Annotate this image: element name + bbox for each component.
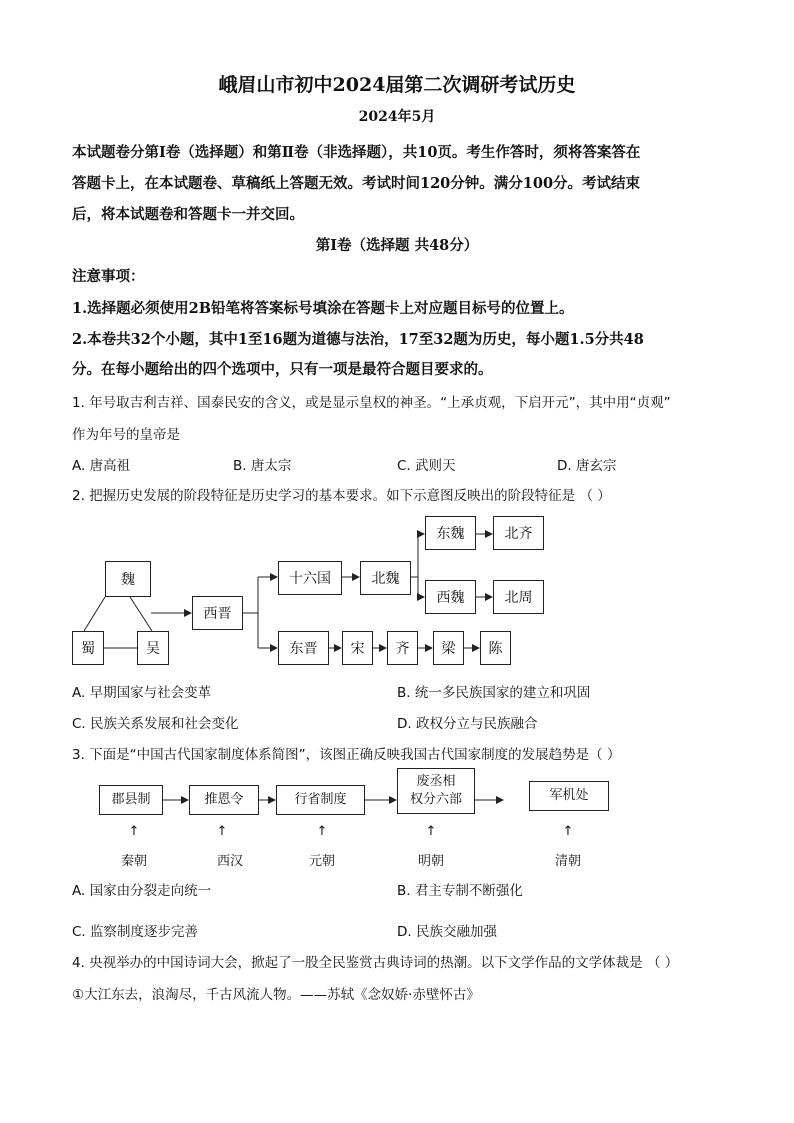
q1-stem-line-2: 作为年号的皇帝是 xyxy=(72,427,180,443)
q1-stem-line-1: 1. 年号取吉利吉祥、国泰民安的含义，或是显示皇权的神圣。“上承贞观，下启开元”，其中用“贞观” xyxy=(72,395,671,411)
node-dongwei: 东魏 xyxy=(425,516,476,550)
node-beiwei: 北魏 xyxy=(360,561,411,595)
intro-line-2: 答题卡上，在本试题卷、草稿纸上答题无效。考试时间120分钟。满分100分。考试结束 xyxy=(72,175,641,192)
node-wu: 吴 xyxy=(137,631,169,665)
q3-option-a: A. 国家由分裂走向统一 xyxy=(72,883,212,899)
node-xiwei: 西魏 xyxy=(425,580,476,614)
exam-date: 2024年5月 xyxy=(358,109,436,125)
q2-option-a: A. 早期国家与社会变革 xyxy=(72,685,212,701)
node-xijin: 西晋 xyxy=(192,596,243,630)
intro-line-1: 本试题卷分第Ⅰ卷（选择题）和第Ⅱ卷（非选择题），共10页。考生作答时，须将答案答在 xyxy=(72,144,641,161)
node-dongjin: 东晋 xyxy=(278,631,329,665)
system-box-feichengxiang xyxy=(397,768,475,814)
node-qi: 齐 xyxy=(387,631,418,665)
q3-option-d: D. 民族交融加强 xyxy=(397,924,497,940)
node-shiliuguo: 十六国 xyxy=(278,561,342,595)
q2-stem: 2. 把握历史发展的阶段特征是历史学习的基本要求。如下示意图反映出的阶段特征是 （ ） xyxy=(72,488,611,504)
node-shu: 蜀 xyxy=(72,631,104,665)
node-song: 宋 xyxy=(342,631,373,665)
q3-stem: 3. 下面是“中国古代国家制度体系简图”，该图正确反映我国古代国家制度的发展趋势是（ ） xyxy=(72,747,621,763)
system-box-junxian: 郡县制 xyxy=(99,785,163,815)
system-box-junjichu: 军机处 xyxy=(529,781,609,811)
q1-option-a: A. 唐高祖 xyxy=(72,458,131,474)
dynasty-label-yuan: 元朝 xyxy=(308,854,336,869)
page-title: 峨眉山市初中2024届第二次调研考试历史 xyxy=(218,74,576,96)
section-title: 第Ⅰ卷（选择题 共48分） xyxy=(315,237,479,254)
q1-option-c: C. 武则天 xyxy=(397,458,456,474)
notes-title: 注意事项： xyxy=(72,268,145,285)
system-box-feichengxiang-line-2: 权分六部 xyxy=(409,792,462,807)
note-2-line-2: 分。在每小题给出的四个选项中，只有一项是最符合题目要求的。 xyxy=(72,361,493,378)
up-arrow-icon: ↑ xyxy=(562,824,574,839)
dynasty-label-ming: 明朝 xyxy=(417,854,445,869)
up-arrow-icon: ↑ xyxy=(128,824,140,839)
up-arrow-icon: ↑ xyxy=(425,824,437,839)
q4-stem: 4. 央视举办的中国诗词大会，掀起了一股全民鉴赏古典诗词的热潮。以下文学作品的文学体裁是 （ ） xyxy=(72,955,679,971)
q3-option-b: B. 君主专制不断强化 xyxy=(397,883,523,899)
note-2-line-1: 2.本卷共32个小题，其中1至16题为道德与法治，17至32题为历史，每小题1.5分共48 xyxy=(72,331,644,348)
dynasty-label-qin: 秦朝 xyxy=(120,854,148,869)
node-chen: 陈 xyxy=(480,631,511,665)
note-1: 1.选择题必须使用2B铅笔将答案标号填涂在答题卡上对应题目标号的位置上。 xyxy=(72,300,574,317)
node-liang: 梁 xyxy=(433,631,464,665)
dynasty-label-xihan: 西汉 xyxy=(216,854,244,869)
q2-option-d: D. 政权分立与民族融合 xyxy=(397,716,538,732)
node-beizhou: 北周 xyxy=(493,580,544,614)
q1-option-d: D. 唐玄宗 xyxy=(557,458,617,474)
q1-option-b: B. 唐太宗 xyxy=(233,458,292,474)
q2-option-b: B. 统一多民族国家的建立和巩固 xyxy=(397,685,591,701)
node-wei: 魏 xyxy=(105,561,151,597)
up-arrow-icon: ↑ xyxy=(316,824,328,839)
system-box-tuien: 推恩令 xyxy=(189,785,259,815)
q4-item-1: ①大江东去，浪淘尽，千古风流人物。——苏轼《念奴娇·赤壁怀古》 xyxy=(72,987,480,1003)
q3-option-c: C. 监察制度逐步完善 xyxy=(72,924,199,940)
node-beiqi: 北齐 xyxy=(493,516,544,550)
dynasty-label-qing: 清朝 xyxy=(554,854,582,869)
q2-option-c: C. 民族关系发展和社会变化 xyxy=(72,716,239,732)
system-box-xingsheng: 行省制度 xyxy=(276,785,365,815)
up-arrow-icon: ↑ xyxy=(216,824,228,839)
intro-line-3: 后，将本试题卷和答题卡一并交回。 xyxy=(72,206,304,223)
system-box-feichengxiang-line-1: 废丞相 xyxy=(416,774,456,789)
